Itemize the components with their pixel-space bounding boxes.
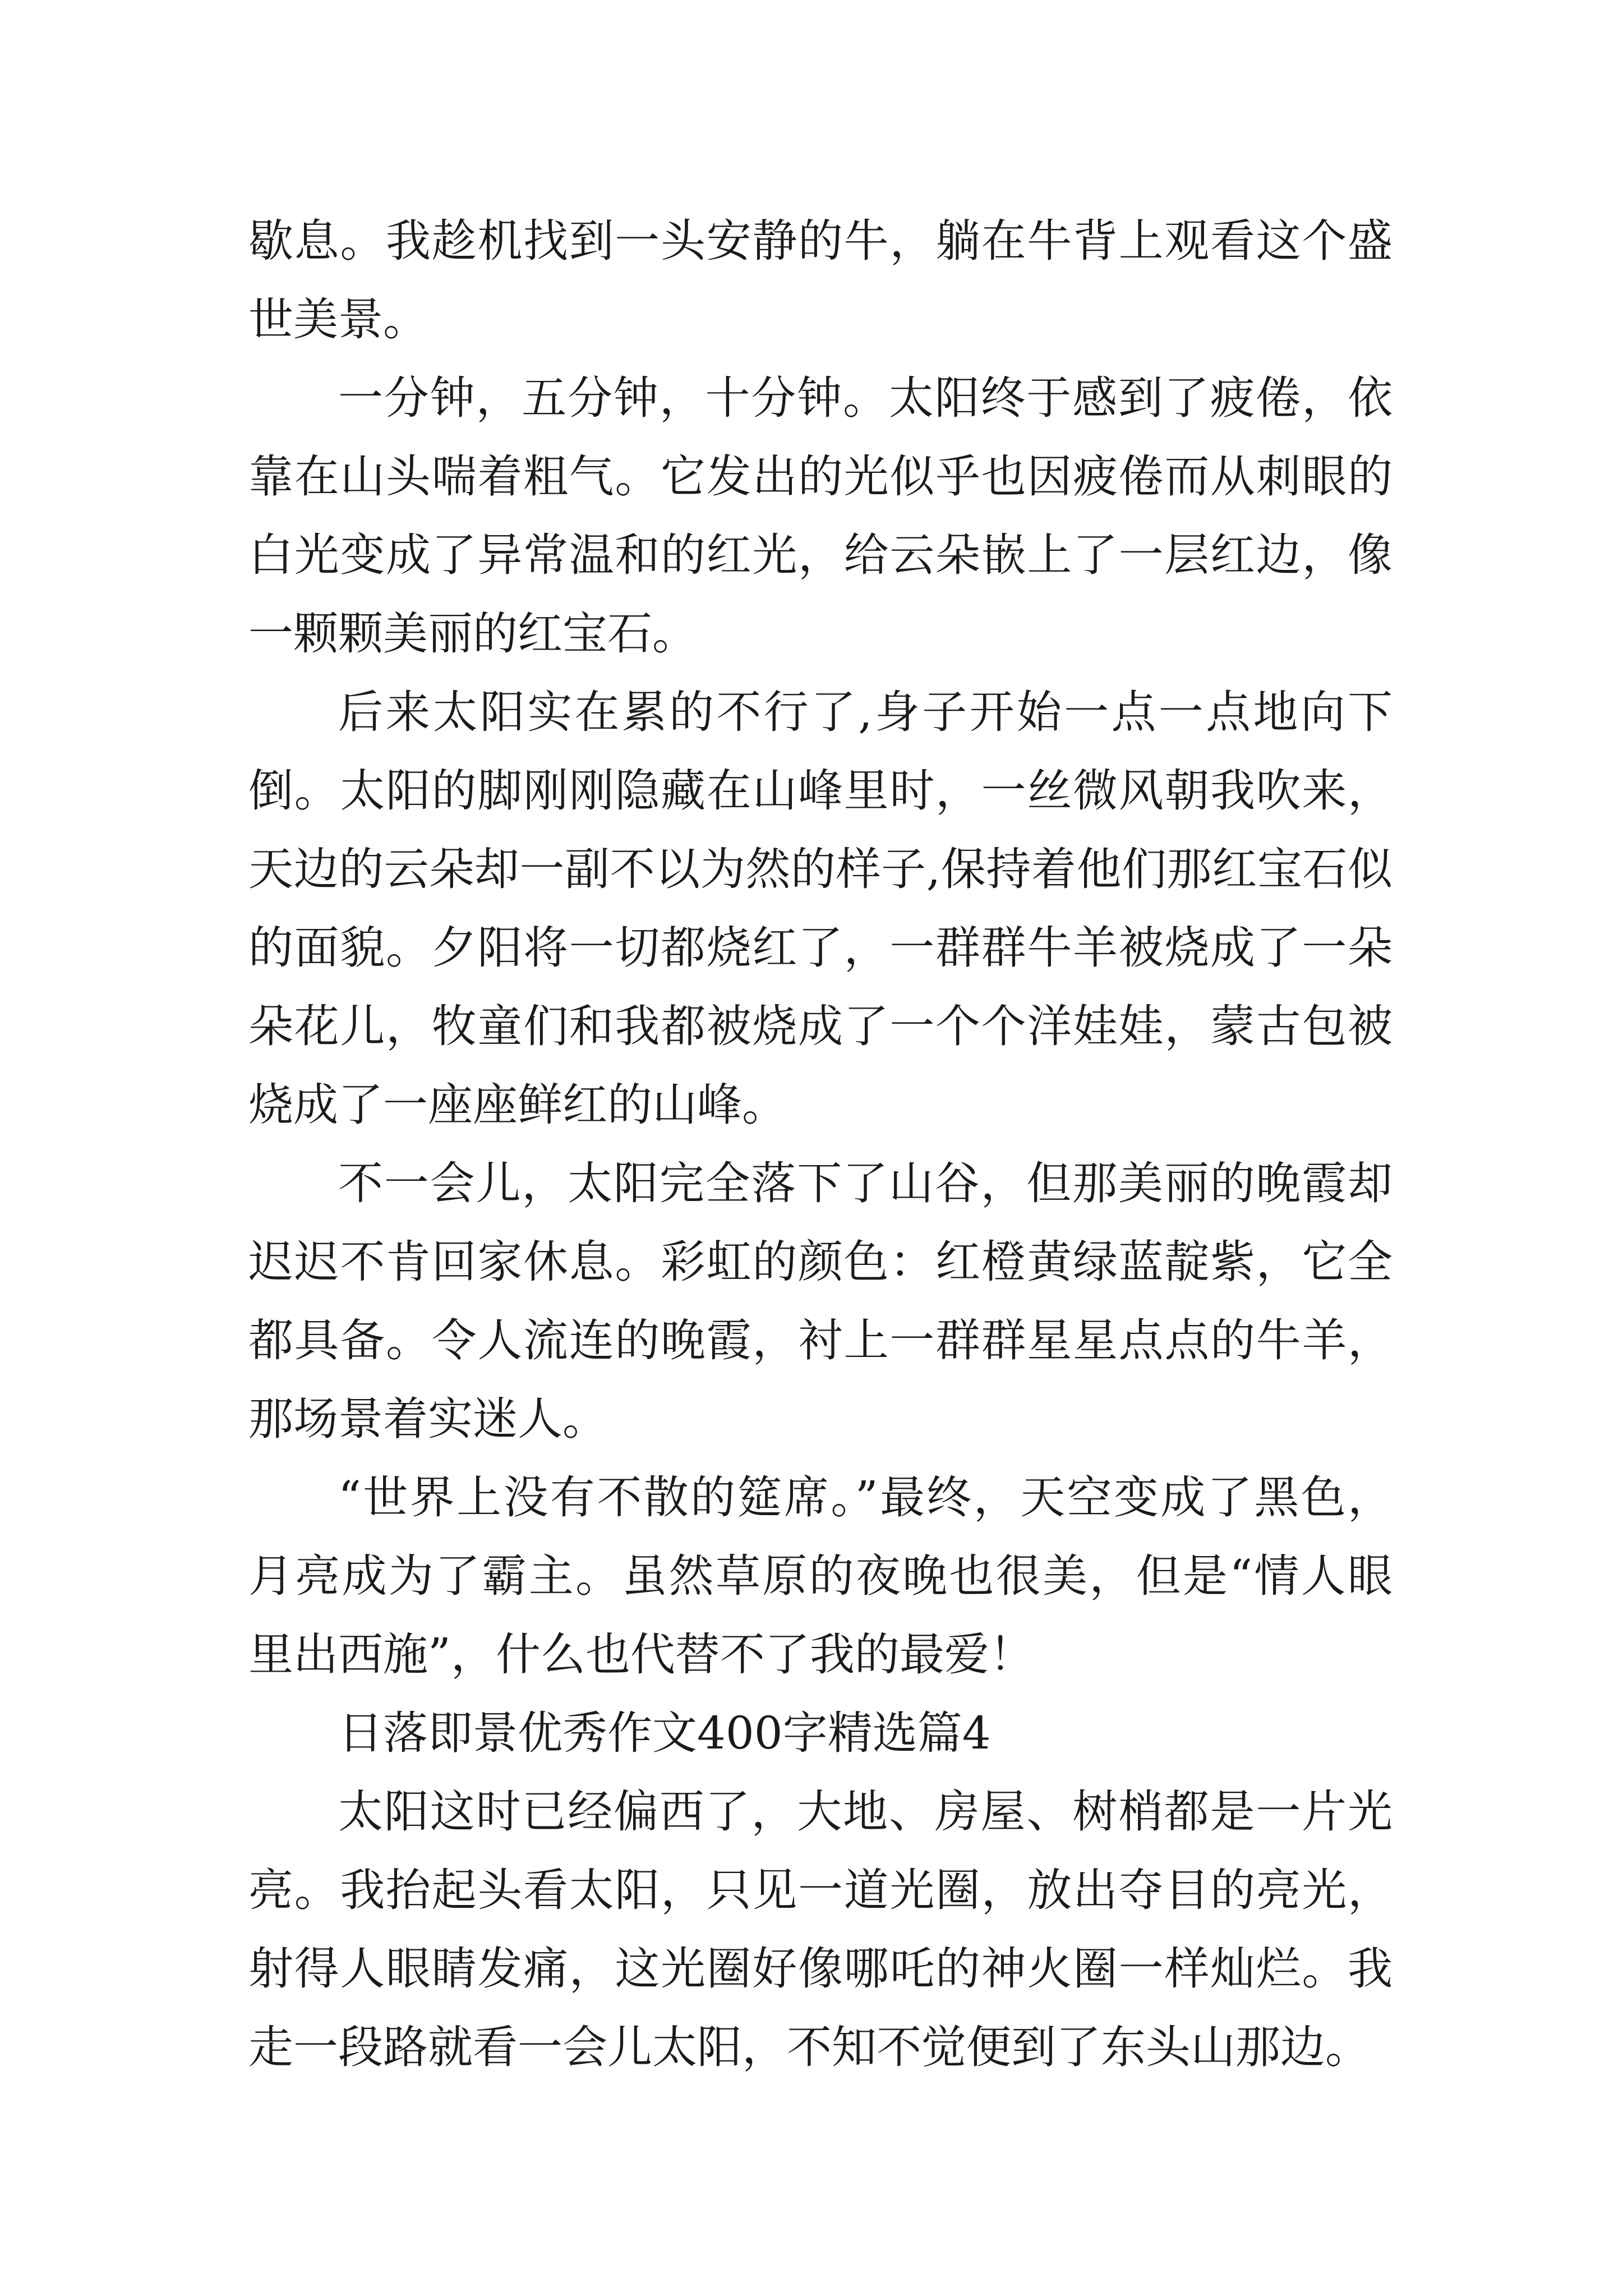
paragraph: 后来太阳实在累的不行了,身子开始一点一点地向下倒。太阳的脚刚刚隐藏在山峰里时，一丝微风朝我吹来，天边的云朵却一副不以为然的样子,保持着他们那红宝石似的面貌。夕阳将一切都烧红了，一群群牛羊被烧成了一朵朵花儿，牧童们和我都被烧成了一个个洋娃娃，蒙古包被烧成了一座座鲜红的山峰。 [248,686,1393,1131]
paragraph: 不一会儿，太阳完全落下了山谷，但那美丽的晚霞却迟迟不肯回家休息。彩虹的颜色：红橙黄绿蓝靛紫，它全都具备。令人流连的晚霞，衬上一群群星星点点的牛羊，那场景着实迷人。 [248,1157,1393,1445]
paragraph: 一分钟，五分钟，十分钟。太阳终于感到了疲倦，依靠在山头喘着粗气。它发出的光似乎也因疲倦而从刺眼的白光变成了异常温和的红光，给云朵嵌上了一层红边，像一颗颗美丽的红宝石。 [248,372,1393,660]
essay-body [248,202,1393,2087]
section-heading: 日落即景优秀作文400字精选篇4 [338,1707,991,1759]
paragraph: 太阳这时已经偏西了，大地、房屋、树梢都是一片光亮。我抬起头看太阳，只见一道光圈，放出夺目的亮光，射得人眼睛发痛，这光圈好像哪吒的神火圈一样灿烂。我走一段路就看一会儿太阳，不知不觉便到了东头山那边。 [248,1786,1393,2073]
paragraph: “世界上没有不散的筵席。”最终，天空变成了黑色，月亮成为了霸主。虽然草原的夜晚也很美，但是“情人眼里出西施”，什么也代替不了我的最爱！ [248,1471,1393,1681]
paragraph-continuation: 歇息。我趁机找到一头安静的牛，躺在牛背上观看这个盛世美景。 [248,215,1393,346]
